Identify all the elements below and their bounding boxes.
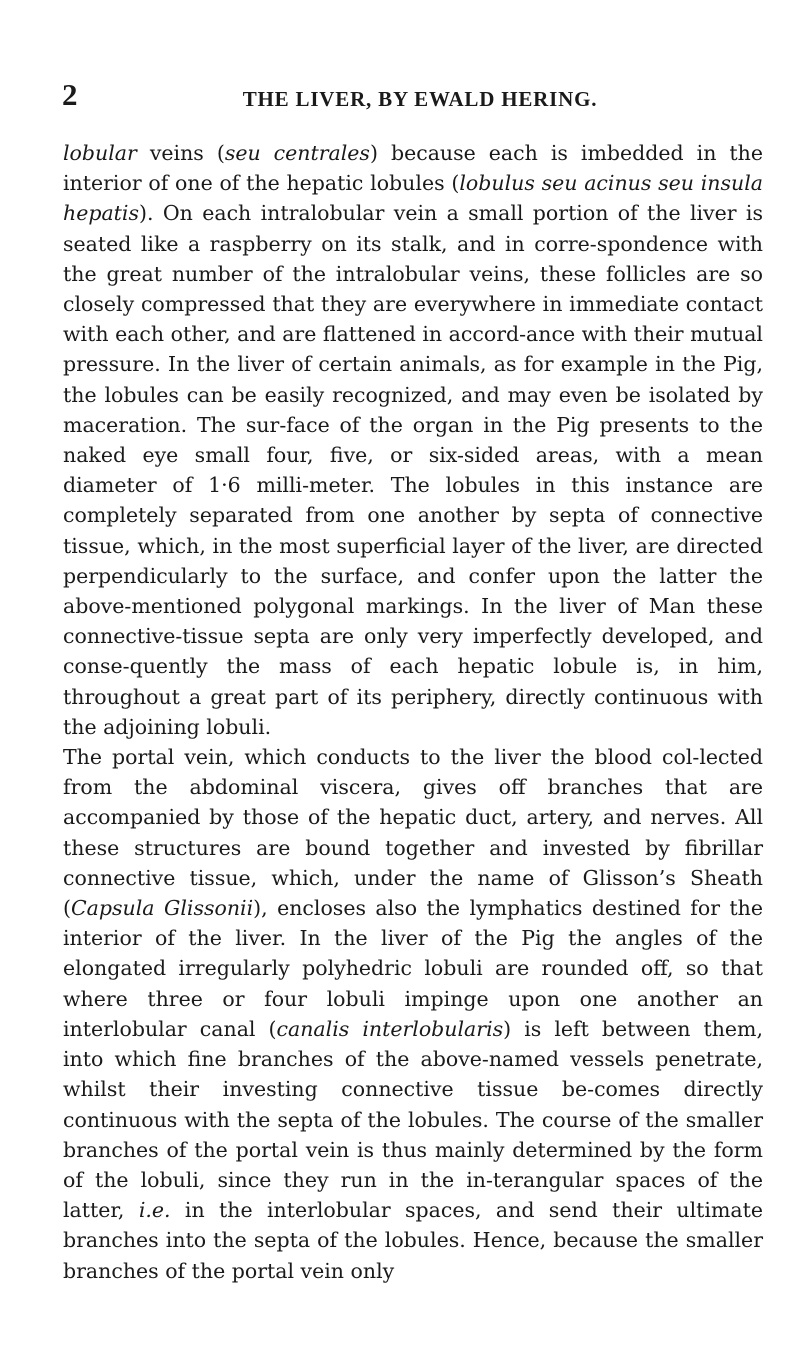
italic-text-segment: i.e. <box>138 1198 171 1223</box>
italic-text-segment: lobulus seu acinus seu insula hepatis <box>63 171 763 226</box>
paragraph <box>63 138 763 742</box>
text-segment: ) because each is imbedded in the interior of one of the hepatic lobules ( <box>63 141 764 196</box>
body-text <box>63 138 763 1286</box>
text-segment: in the interlobular spaces, and send their ultimate branches into the septa of the lobules. Hence, because the smaller branches of the portal vein only <box>63 1198 764 1283</box>
text-segment: ) is left between them, into which fine branches of the above-named vessels penetrate, whilst their investing connective tissue be-comes directly continuous with the septa of the lobules. The course of the smaller branches of the portal vein is thus mainly determined by the form of the lobuli, since they run in the in-terangular spaces of the latter, <box>63 1016 763 1223</box>
italic-text-segment: canalis interlobularis <box>276 1016 504 1041</box>
page-number: 2 <box>62 77 78 112</box>
italic-text-segment: lobular <box>63 141 137 165</box>
page-header <box>0 78 800 118</box>
italic-text-segment: Capsula Glissonii <box>71 896 254 921</box>
text-segment: veins ( <box>136 141 225 165</box>
paragraph <box>63 742 763 1286</box>
running-head: THE LIVER, BY EWALD HERING. <box>242 87 598 111</box>
text-segment: ). On each intralobular vein a small portion of the liver is seated like a raspberry on its stalk, and in corre-spondence with the great number of the intralobular veins, these follicles are so closely compressed that they are everywhere in immediate contact with each other, and are flattened in accord-ance with their mutual pressure. In the liver of certain animals, as for example in the Pig, the lobules can be easily recognized, and may even be isolated by maceration. The sur-face of the organ in the Pig presents to the naked eye small four, five, or six-sided areas, with a mean diameter of 1·6 milli-meter. The lobules in this instance are completely separated from one another by septa of connective tissue, which, in the most superficial layer of the liver, are directed perpendicularly to the surface, and confer upon the latter the above-mentioned polygonal markings. In the liver of Man these connective-tissue septa are only very imperfectly developed, and conse-quently the mass of each hepatic lobule is, in him, throughout a great part of its periphery, directly continuous with the adjoining lobuli. <box>63 201 763 739</box>
text-segment: The portal vein, which conducts to the liver the blood col-lected from the abdominal viscera, gives off branches that are accompanied by those of the hepatic duct, artery, and nerves. All these structures are bound together and invested by fibrillar connective tissue, which, under the name of Glisson’s Sheath ( <box>63 745 763 921</box>
text-segment: ), encloses also the lymphatics destined for the interior of the liver. In the liver of the Pig the angles of the elongated irregularly polyhedric lobuli are rounded off, so that where three or four lobuli impinge upon one another an interlobular canal ( <box>63 896 763 1041</box>
italic-text-segment: seu centrales <box>224 141 370 165</box>
